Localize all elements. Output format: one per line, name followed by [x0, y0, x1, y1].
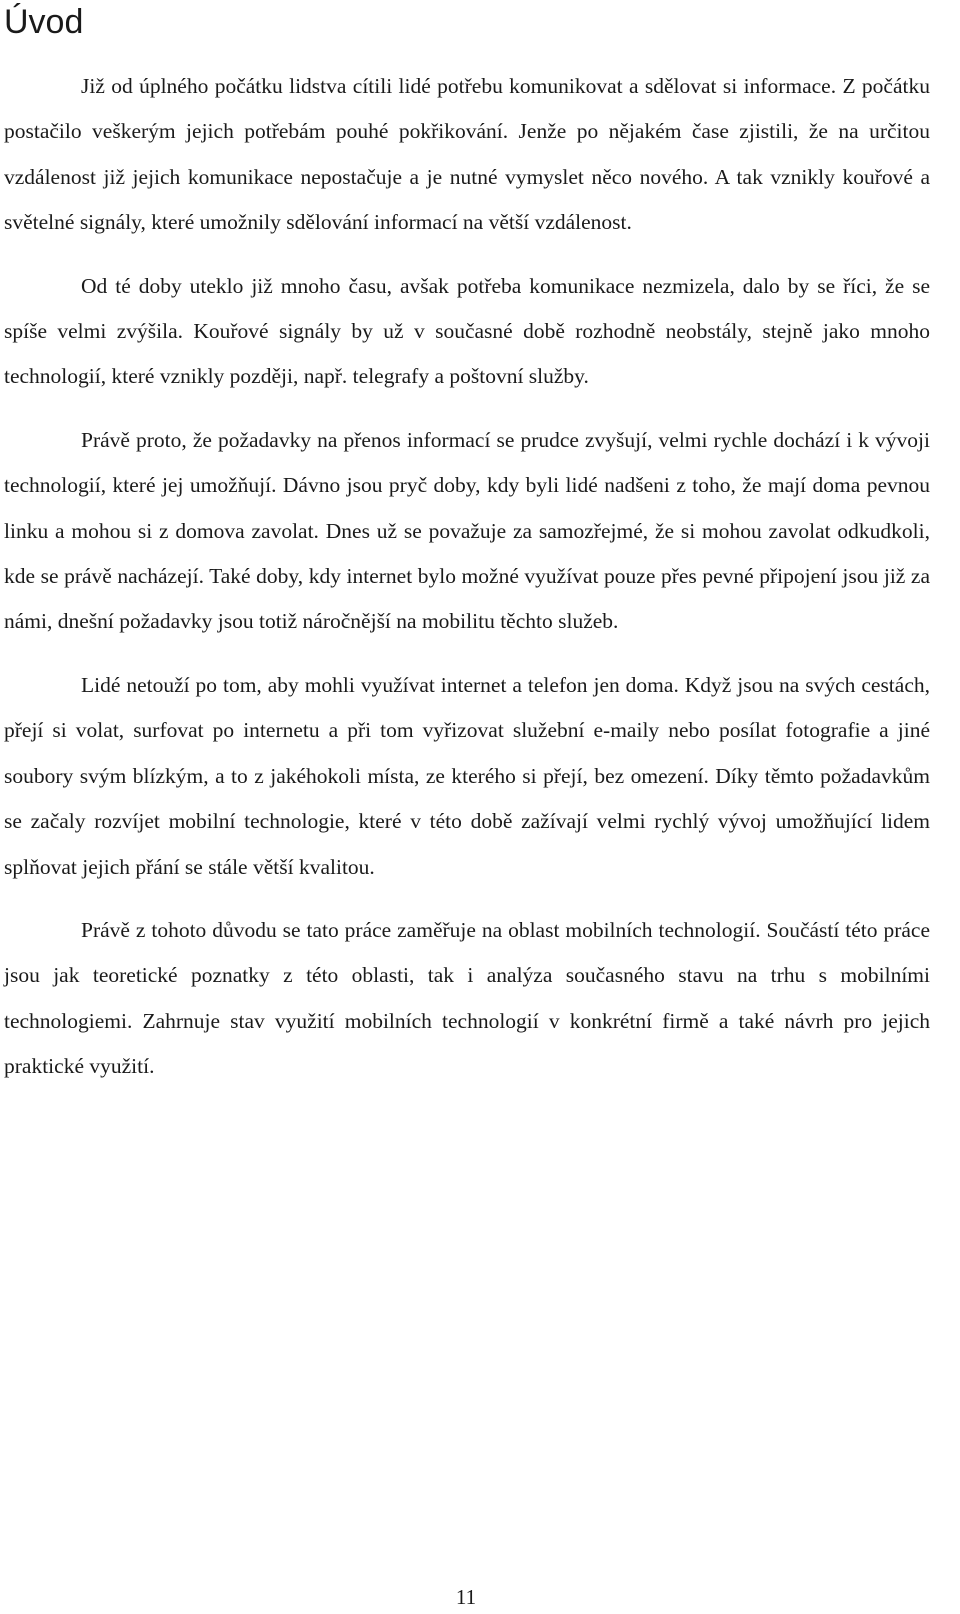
paragraph-3: Právě proto, že požadavky na přenos informací se prudce zvyšují, velmi rychle dochází i k vývoji technologií, které jej umožňují. Dávno jsou pryč doby, kdy byli lidé nadšeni z toho, že mají doma pevnou linku a mohou si z domova zavolat. Dnes už se považuje za samozřejmé, že si mohou zavolat odkudkoli, kde se právě nacházejí. Také doby, kdy internet bylo možné využívat pouze přes pevné připojení jsou již za námi, dnešní požadavky jsou totiž náročnější na mobilitu těchto služeb.: [4, 427, 930, 634]
page-title: Úvod: [4, 3, 84, 41]
body-text: [4, 64, 930, 1108]
paragraph-2: Od té doby uteklo již mnoho času, avšak potřeba komunikace nezmizela, dalo by se říci, že se spíše velmi zvýšila. Kouřové signály by už v současné době rozhodně neobstály, stejně jako mnoho technologií, které vznikly později, např. telegrafy a poštovní služby.: [4, 273, 930, 389]
paragraph-1: Již od úplného počátku lidstva cítili lidé potřebu komunikovat a sdělovat si informace. Z počátku postačilo veškerým jejich potřebám pouhé pokřikování. Jenže po nějakém čase zjistili, že na určitou vzdálenost již jejich komunikace nepostačuje a je nutné vymyslet něco nového. A tak vznikly kouřové a světelné signály, které umožnily sdělování informací na větší vzdálenost.: [4, 74, 930, 235]
paragraph-4: Lidé netouží po tom, aby mohli využívat internet a telefon jen doma. Když jsou na svých cestách, přejí si volat, surfovat po internetu a při tom vyřizovat služební e-maily nebo posílat fotografie a jiné soubory svým blízkým, a to z jakéhokoli místa, ze kterého si přejí, bez omezení. Díky těmto požadavkům se začaly rozvíjet mobilní technologie, které v této době zažívají velmi rychlý vývoj umožňující lidem splňovat jejich přání se stále větší kvalitou.: [4, 672, 930, 879]
page-number: 11: [455, 1585, 477, 1609]
paragraph-5: Právě z tohoto důvodu se tato práce zaměřuje na oblast mobilních technologií. Součástí této práce jsou jak teoretické poznatky z této oblasti, tak i analýza současného stavu na trhu s mobilními technologiemi. Zahrnuje stav využití mobilních technologií v konkrétní firmě a také návrh pro jejich praktické využití.: [4, 917, 930, 1079]
